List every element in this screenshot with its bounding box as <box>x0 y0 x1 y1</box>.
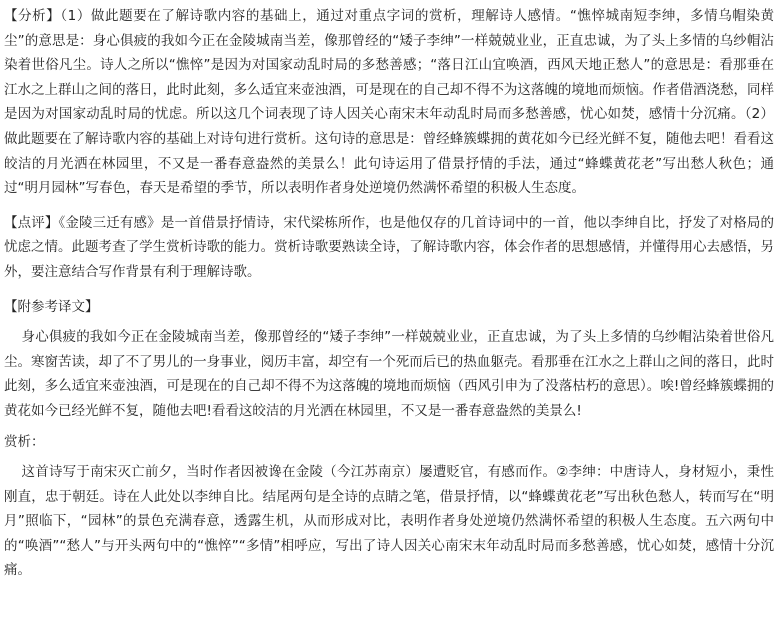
translation-label: 【附参考译文】 <box>4 298 99 315</box>
comment-paragraph <box>4 211 774 285</box>
appreciation-label: 赏析： <box>4 433 45 450</box>
translation-text: 身心俱疲的我如今正在金陵城南当差，像那曾经的“矮子李绅”一样兢兢业业，正直忠诚，为了头上多情的乌纱帽沾染着世俗凡尘。寒窗苦读，却了不了男儿的一身事业，阅历丰富，却空有一个死而后已的热血躯壳。看那垂在江水之上群山之间的落日，此时此刻，多么适宜来壶浊酒，可是现在的自己却不得不为这落魄的境地而烦恼（西风引申为了没落枯朽的意思）。唉!曾经蜂簇蝶拥的黄花如今已经光鲜不复，随他去吧!看看这皎洁的月光洒在林园里，不又是一番春意盎然的美景么! <box>4 329 774 419</box>
analysis-text: （1）做此题要在了解诗歌内容的基础上，通过对重点字词的赏析，理解诗人感情。“憔悴城南短李绅，多情乌帽染黄尘”的意思是：身心俱疲的我如今正在金陵城南当差，像那曾经的“矮子李绅”一样兢兢业业，正直忠诚，为了头上多情的乌纱帽沾染着世俗凡尘。诗人之所以“憔悴”是因为对国家动乱时局的多愁善感；“落日江山宜唤酒，西风天地正愁人”的意思是：看那垂在江水之上群山之间的落日，此时此刻，多么适宜来壶浊酒，可是现在的自己却不得不为这落魄的境地而烦恼。作者借酒浇愁，同样是因为对国家动乱时局的忧虑。所以这几个词表现了诗人因关心南宋末年动乱时局而多愁善感，忧心如焚，感情十分沉痛。（2）做此题要在了解诗歌内容的基础上对诗句进行赏析。这句诗的意思是：曾经蜂簇蝶拥的黄花如今已经光鲜不复，随他去吧！看看这皎洁的月光洒在林园里，不又是一番春意盎然的美景么！此句诗运用了借景抒情的手法，通过“蜂蝶黄花老”写出愁人秋色；通过“明月园林”写春色，春天是希望的季节，所以表明作者身处逆境仍然满怀希望的积极人生态度。 <box>4 8 774 197</box>
analysis-label: 【分析】 <box>4 8 61 24</box>
analysis-paragraph <box>4 4 774 201</box>
comment-label: 【点评】 <box>4 214 59 231</box>
comment-text: 《金陵三迁有感》是一首借景抒情诗，宋代梁栋所作，也是他仅存的几首诗词中的一首，他以李绅自比，抒发了对格局的忧虑之情。此题考查了学生赏析诗歌的能力。赏析诗歌要熟读全诗，了解诗歌内容，体会作者的思想感情，并懂得用心去感悟，另外，要注意结合写作背景有利于理解诗歌。 <box>4 214 775 280</box>
appreciation-text: 这首诗写于南宋灭亡前夕，当时作者因被谗在金陵（今江苏南京）屡遭贬官，有感而作。②李绅：中唐诗人，身材短小，秉性刚直，忠于朝廷。诗在人此处以李绅自比。结尾两句是全诗的点睛之笔，借景抒情，以“蜂蝶黄花老”写出秋色愁人，转而写在“明月”照临下，“园林”的景色充满春意，透露生机，从而形成对比，表明作者身处逆境仍然满怀希望的积极人生态度。五六两句中的“唤酒”“愁人”与开头两句中的“憔悴”“多情”相呼应，写出了诗人因关心南宋末年动乱时局而多愁善感，忧心如焚，感情十分沉痛。 <box>4 464 774 579</box>
